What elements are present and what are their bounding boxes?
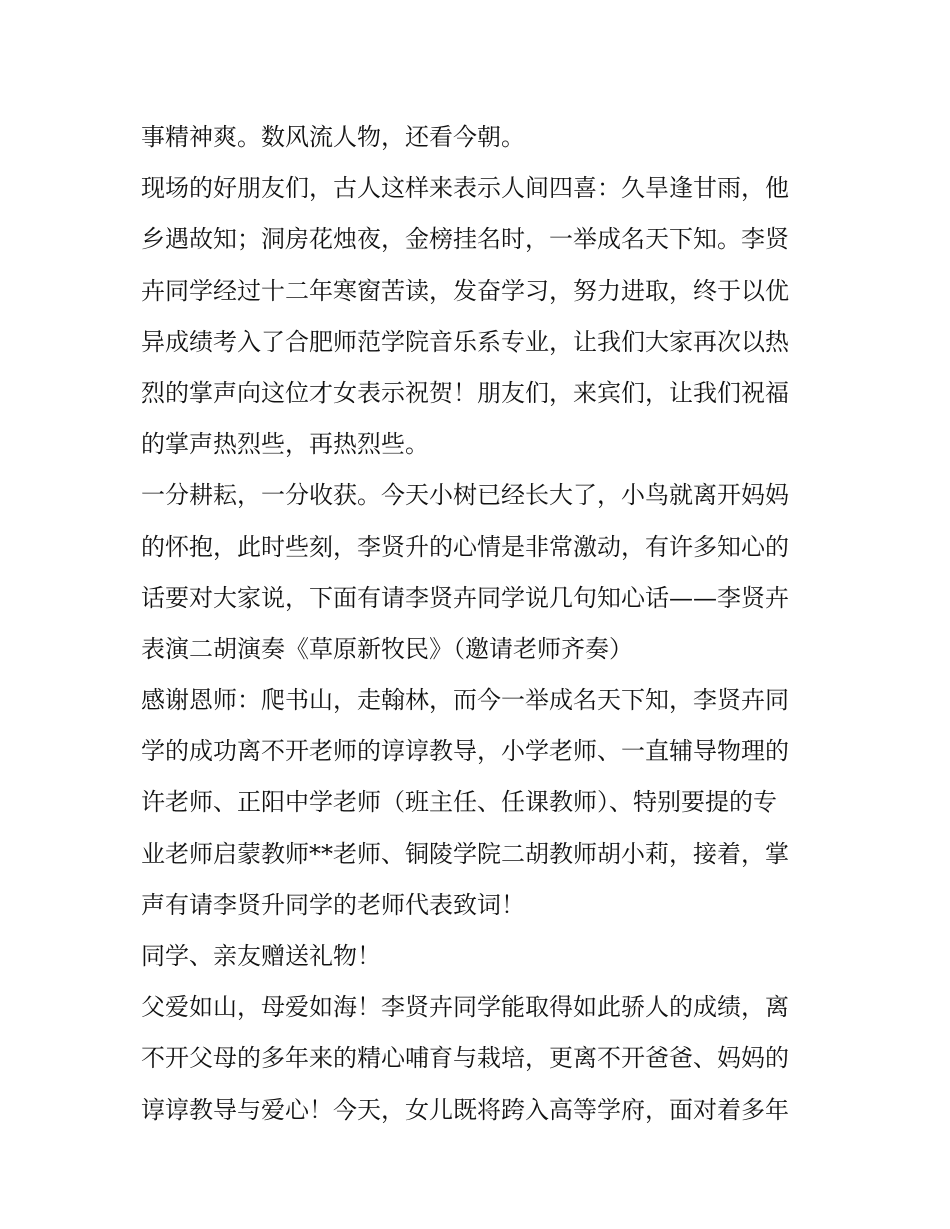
text-line: 烈的掌声向这位才女表示祝贺！朋友们，来宾们，让我们祝福 xyxy=(141,378,789,407)
text-line: 许老师、正阳中学老师（班主任、任课教师）、特别要提的专 xyxy=(141,788,777,817)
text-line: 声有请李贤升同学的老师代表致词！ xyxy=(141,890,525,919)
text-line: 事精神爽。数风流人物，还看今朝。 xyxy=(141,123,525,151)
text-line: 乡遇故知；洞房花烛夜，金榜挂名时，一举成名天下知。李贤 xyxy=(141,225,789,254)
text-line: 的怀抱，此时些刻，李贤升的心情是非常激动，有许多知心的 xyxy=(141,532,789,561)
text-line: 父爱如山，母爱如海！李贤卉同学能取得如此骄人的成绩，离 xyxy=(141,993,789,1022)
text-line: 学的成功离不开老师的谆谆教导，小学老师、一直辅导物理的 xyxy=(141,737,789,766)
text-line: 一分耕耘，一分收获。今天小树已经长大了，小鸟就离开妈妈 xyxy=(141,481,789,510)
text-line: 异成绩考入了合肥师范学院音乐系专业，让我们大家再次以热 xyxy=(141,327,789,356)
text-line: 现场的好朋友们，古人这样来表示人间四喜：久旱逢甘雨，他 xyxy=(141,174,789,203)
text-line: 谆谆教导与爱心！今天，女儿既将跨入高等学府，面对着多年 xyxy=(141,1095,789,1124)
text-line: 卉同学经过十二年寒窗苦读，发奋学习，努力进取，终于以优 xyxy=(141,276,789,305)
text-line: 的掌声热烈些，再热烈些。 xyxy=(141,430,429,459)
text-line: 不开父母的多年来的精心哺育与栽培，更离不开爸爸、妈妈的 xyxy=(141,1044,789,1073)
text-line: 同学、亲友赠送礼物！ xyxy=(141,942,381,970)
text-line: 表演二胡演奏《草原新牧民》（邀请老师齐奏） xyxy=(141,634,633,663)
text-line: 感谢恩师：爬书山，走翰林，而今一举成名天下知，李贤卉同 xyxy=(141,686,789,715)
text-line: 业老师启蒙教师**老师、铜陵学院二胡教师胡小莉，接着，掌 xyxy=(141,839,789,868)
body-text xyxy=(141,112,821,1136)
text-line: 话要对大家说，下面有请李贤卉同学说几句知心话——李贤卉 xyxy=(141,583,789,612)
